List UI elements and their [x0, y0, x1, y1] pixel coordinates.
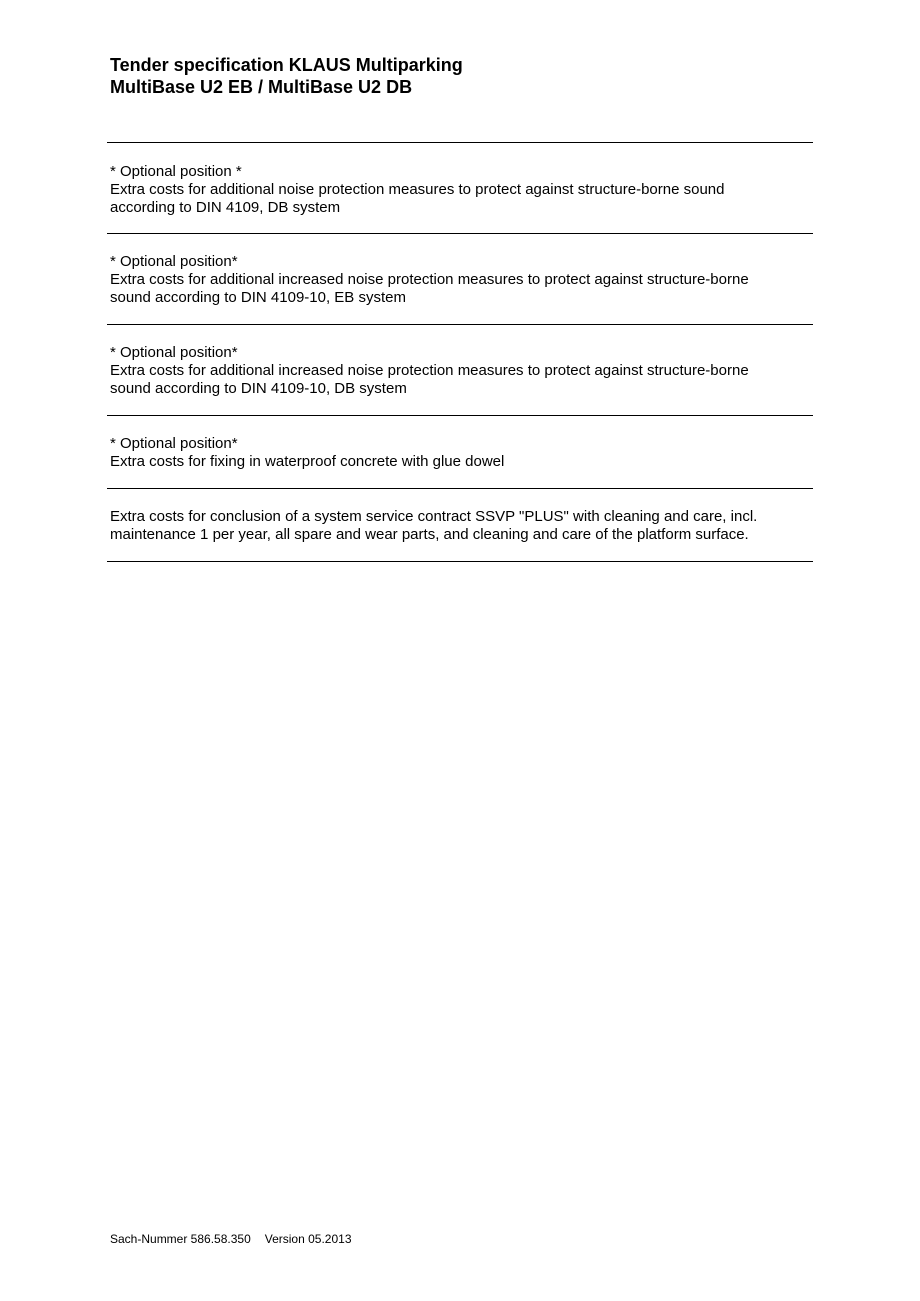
position-text: Extra costs for conclusion of a system service contract SSVP "PLUS" with cleaning and care, incl. maintenance 1 per year, all spare and wear parts, and cleaning and care of the platform surface. — [110, 508, 758, 543]
spec-position — [107, 143, 813, 234]
spec-position — [107, 416, 813, 489]
page-footer — [110, 1232, 352, 1246]
spec-position — [107, 234, 813, 325]
position-heading: * Optional position* — [110, 435, 238, 452]
document-header — [110, 54, 810, 98]
version-label: Version 05.2013 — [264, 1232, 352, 1246]
document-subtitle: MultiBase U2 EB / MultiBase U2 DB — [110, 77, 413, 97]
document-title: Tender specification KLAUS Multiparking — [110, 55, 463, 75]
position-text: Extra costs for additional noise protection measures to protect against structure-borne sound according to DIN 4109, DB system — [110, 181, 725, 216]
position-heading: * Optional position* — [110, 344, 238, 361]
spec-position — [107, 325, 813, 416]
part-number: Sach-Nummer 586.58.350 — [110, 1232, 251, 1246]
position-text: Extra costs for additional increased noise protection measures to protect against structure-borne sound according to DIN 4109-10, DB system — [110, 362, 749, 397]
position-heading: * Optional position * — [110, 163, 242, 180]
position-text: Extra costs for fixing in waterproof concrete with glue dowel — [110, 453, 505, 470]
specification-list — [107, 142, 813, 562]
position-text: Extra costs for additional increased noise protection measures to protect against structure-borne sound according to DIN 4109-10, EB system — [110, 271, 749, 306]
spec-position — [107, 489, 813, 562]
position-heading: * Optional position* — [110, 253, 238, 270]
